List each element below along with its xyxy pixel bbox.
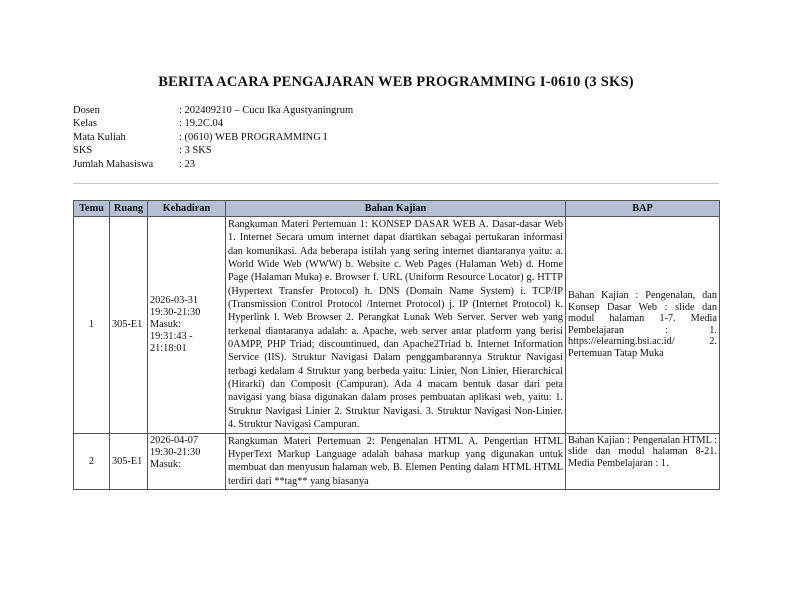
table-header-row [74,201,720,217]
meta-label: Jumlah Mahasiswa [73,158,154,170]
meta-label: SKS [73,145,93,157]
meta-row-jumlah-mahasiswa [73,158,353,171]
meta-label: Dosen [73,105,100,116]
cell-bahan-kajian: Rangkuman Materi Pertemuan 1: KONSEP DASAR WEB A. Dasar-dasar Web 1. Internet Secara umum internet dapat diartikan sebagai pertukaran informasi dan komunikasi. Ada beberapa istilah yang sering internet diantaranya yaitu: a. World Wide Web (WWW) b. Website c. Web Pages (Halaman Web) d. Home Page (Halaman Muka) e. Browser f. URL (Uniform Resource Locator) g. HTTP (Hypertext Transfer Protocol) h. DNS (Domain Name System) i. TCP/IP (Transmission Control Protocol /Internet Protocol) j. IP (Internet Protocol) k. Hyperlink l. Web Browser 2. Perangkat Lunak Web Server. Server web yang terkenal diantaranya adalah: a. Apache, web server antar platform yang berisi 0AMPP, PHP Triad; discountinued, dan Apache2Triad b. Internet Information Service (IIS). Struktur Navigasi Dalam penggambarannya Struktur Navigasi terbagi kedalam 4 Struktur yang berbeda yaitu: Linier, Non Linier, Hierarchical (Hirarki) dan Composit (Campuran). Ada 4 macam bentuk dasar dari peta navigasi yang biasa digunakan dalam proses pembuatan aplikasi web, yaitu: 1. Struktur Navigasi Linier 2. Struktur Navigasi. 3. Struktur Navigasi Non-Linier. 4. Struktur Navigasi Campuran. [226,217,566,434]
meta-row-sks [73,144,353,157]
table-row [74,217,720,434]
meta-value: : 23 [179,158,196,170]
cell-bap: Bahan Kajian : Pengenalan HTML : slide dan modul halaman 8-21. Media Pembelajaran : 1. [566,433,720,489]
meta-value: : 19.2C.04 [179,118,224,130]
kehadiran-time: 19:30-21:30 [150,306,201,318]
cell-bap: Bahan Kajian : Pengenalan, dan Konsep Dasar Web : slide dan modul halaman 1-7. Media Pembelajaran : 1. https://elearning.bsi.ac.id/ 2. Pertemuan Tatap Muka [566,217,720,434]
kehadiran-time: 19:30-21:30 [150,446,201,458]
kehadiran-label: Masuk: [150,318,181,330]
cell-kehadiran [148,433,226,489]
meta-row-mata-kuliah [73,131,353,144]
cell-kehadiran [148,217,226,434]
meta-value: : 202409210 – Cucu Ika Agustyaningrum [179,105,354,116]
course-info [73,104,353,171]
header-bahan-kajian: Bahan Kajian [226,201,566,217]
header-ruang: Ruang [110,201,148,217]
cell-ruang: 305-E1 [110,217,148,434]
meta-label: Kelas [73,118,97,130]
kehadiran-out: 21:18:01 [150,342,187,354]
meta-value: : 3 SKS [179,145,212,157]
kehadiran-in: 19:31:43 - [150,330,193,342]
kehadiran-date: 2026-03-31 [150,294,199,306]
attendance-table [73,200,720,490]
table-row [74,433,720,489]
meta-label: Mata Kuliah [73,131,126,143]
header-bap: BAP [566,201,720,217]
header-kehadiran: Kehadiran [148,201,226,217]
cell-temu: 2 [74,433,110,489]
kehadiran-date: 2026-04-07 [150,434,199,446]
divider [73,183,719,184]
meta-row-dosen [73,104,353,117]
cell-temu: 1 [74,217,110,434]
meta-row-kelas [73,117,353,130]
kehadiran-label: Masuk: [150,458,181,470]
document-title: BERITA ACARA PENGAJARAN WEB PROGRAMMING I-0610 (3 SKS) [158,74,634,90]
header-temu: Temu [74,201,110,217]
meta-value: : (0610) WEB PROGRAMMING I [179,131,327,143]
cell-ruang: 305-E1 [110,433,148,489]
cell-bahan-kajian: Rangkuman Materi Pertemuan 2: Pengenalan HTML A. Pengertian HTML HyperText Markup Language adalah bahasa markup yang digunakan untuk membuat dan menyusun halaman web. B. Elemen Penting dalam HTML HTML terdiri dari **tag** yang biasanya [226,433,566,489]
